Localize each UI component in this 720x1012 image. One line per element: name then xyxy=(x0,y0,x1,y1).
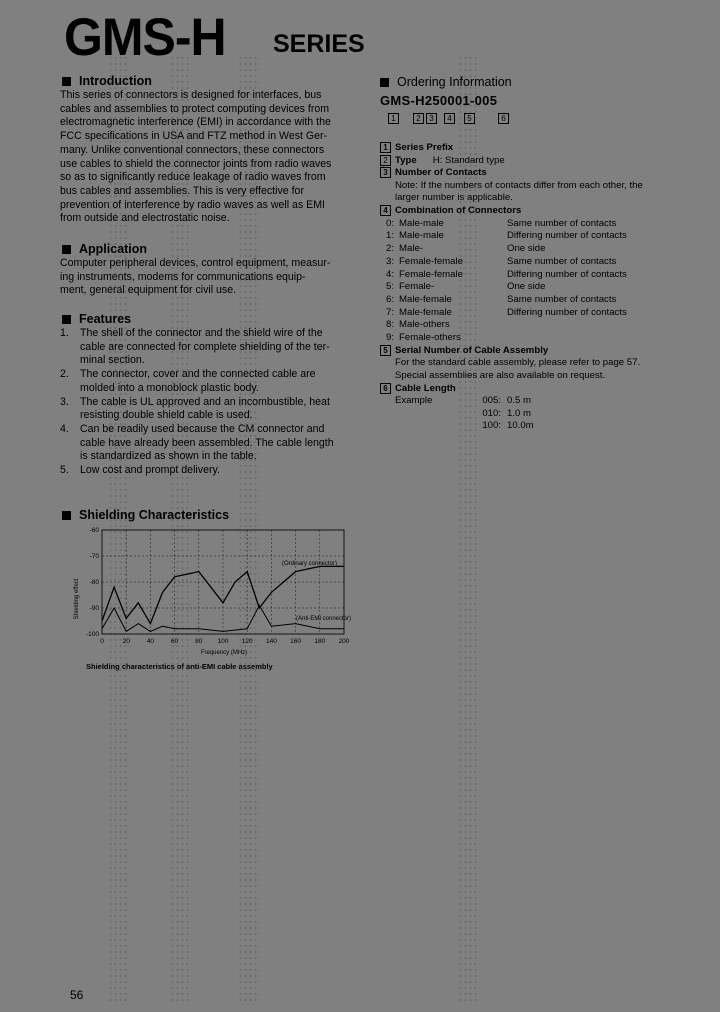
marker-4: 4 xyxy=(444,113,455,124)
cell: 100: xyxy=(482,420,501,432)
table-row xyxy=(380,332,680,345)
text-line: is standardized as shown in the table. xyxy=(80,450,257,463)
text-line: Low cost and prompt delivery. xyxy=(80,464,220,477)
length-table xyxy=(380,395,680,433)
contacts-row xyxy=(380,167,680,180)
bullet-square-icon xyxy=(62,77,71,86)
text-line: use cables to shield the connector joints from radio waves xyxy=(60,157,332,170)
table-row xyxy=(395,395,680,408)
cell: 0: xyxy=(385,217,394,229)
cell: 8: xyxy=(385,319,394,331)
introduction-heading xyxy=(62,74,152,88)
cell: One side xyxy=(507,243,546,255)
cell: Male-male xyxy=(399,230,444,242)
code-markers xyxy=(388,113,528,127)
cell: Same number of contacts xyxy=(507,217,617,229)
ordering-heading xyxy=(380,75,512,89)
text-line: This series of connectors is designed for interfaces, bus xyxy=(60,89,322,101)
series-prefix-row xyxy=(380,142,680,155)
contacts-label: Number of Contacts xyxy=(395,167,487,179)
cell: Same number of contacts xyxy=(507,255,617,267)
cell: 0.5 m xyxy=(507,395,531,407)
y-tick-label: -60 xyxy=(89,527,99,534)
text-line: so as to significantly reduce leakage of radio waves from xyxy=(60,171,326,184)
combination-row xyxy=(380,205,680,218)
cell: Male-male xyxy=(399,217,444,229)
cell: 1.0 m xyxy=(507,407,531,419)
list-item xyxy=(60,396,351,423)
shielding-heading-text: Shielding Characteristics xyxy=(79,508,230,522)
type-label: Type xyxy=(395,154,417,166)
cell: Differing number of contacts xyxy=(507,268,627,280)
text-line: Can be readily used because the CM connector and xyxy=(80,422,325,435)
combination-label: Combination of Connectors xyxy=(395,205,522,217)
text-line: many. Unlike conventional connectors, these connectors xyxy=(60,143,325,156)
cell: 6: xyxy=(385,293,394,305)
x-tick-label: 180 xyxy=(314,638,326,645)
length-row xyxy=(380,383,680,396)
list-item xyxy=(60,464,351,478)
features-heading xyxy=(62,312,131,326)
bullet-square-icon xyxy=(62,315,71,324)
table-row xyxy=(395,408,680,421)
text-line: The shell of the connector and the shield wire of the xyxy=(80,327,323,339)
cell: 005: xyxy=(482,395,501,407)
y-tick-label: -90 xyxy=(89,605,99,612)
text-line: Computer peripheral devices, control equipment, measur- xyxy=(60,257,331,269)
length-label: Cable Length xyxy=(395,382,456,394)
text-line: The cable is UL approved and an incombustible, heat xyxy=(80,395,330,408)
cell: 1: xyxy=(385,230,394,242)
chart-ylabel: Shielding effect xyxy=(74,578,80,620)
cell: Differing number of contacts xyxy=(507,306,627,318)
y-tick-label: -80 xyxy=(89,579,99,586)
features-list xyxy=(60,327,351,478)
list-number: 2. xyxy=(60,368,69,381)
x-tick-label: 0 xyxy=(100,638,104,645)
cell: Female-female xyxy=(399,255,463,267)
text-line: molded into a monoblock plastic body. xyxy=(80,381,259,394)
cell: One side xyxy=(507,281,546,293)
marker-5: 5 xyxy=(464,113,475,124)
shielding-chart xyxy=(60,524,360,684)
text-line: cable are connected for complete shielding of the ter- xyxy=(80,340,330,353)
number-box: 4 xyxy=(380,205,391,216)
combination-table xyxy=(380,218,680,345)
contacts-note: larger number is applicable. xyxy=(395,192,513,204)
cell: Female-others xyxy=(399,332,461,344)
serial-row xyxy=(380,345,680,358)
features-heading-text: Features xyxy=(79,312,132,326)
ordering-details xyxy=(380,142,680,433)
table-row xyxy=(380,256,680,269)
y-tick-label: -100 xyxy=(85,631,99,638)
cell: Female- xyxy=(399,281,435,293)
text-line: ment, general equipment for civil use. xyxy=(60,284,237,297)
table-row xyxy=(380,269,680,282)
table-row xyxy=(380,307,680,320)
x-tick-label: 120 xyxy=(241,638,253,645)
cell: Male-female xyxy=(399,293,452,305)
chart-ticks xyxy=(86,527,350,645)
x-tick-label: 100 xyxy=(217,638,229,645)
cell: 2: xyxy=(385,243,394,255)
shielding-heading xyxy=(62,508,229,522)
text-line: minal section. xyxy=(80,354,145,367)
type-value: H: Standard type xyxy=(432,154,505,166)
cell: Male-others xyxy=(399,319,450,331)
table-row xyxy=(380,281,680,294)
chart-caption: Shielding characteristics of anti-EMI cable assembly xyxy=(86,662,273,671)
text-line: FCC specifications in USA and FTZ method in West Ger- xyxy=(60,130,328,143)
cell: Same number of contacts xyxy=(507,293,617,305)
x-tick-label: 200 xyxy=(338,638,350,645)
x-tick-label: 20 xyxy=(122,638,130,645)
cell: 9: xyxy=(385,332,394,344)
list-number: 1. xyxy=(60,327,69,339)
list-item xyxy=(60,368,351,395)
cell: Example xyxy=(395,395,433,407)
number-box: 6 xyxy=(380,383,391,394)
list-number: 3. xyxy=(60,395,69,408)
x-tick-label: 140 xyxy=(265,638,277,645)
application-heading xyxy=(62,242,147,256)
text-line: prevention of interference by radio waves as well as EMI xyxy=(60,198,325,211)
series-prefix-label: Series Prefix xyxy=(395,142,454,154)
marker-1: 1 xyxy=(388,113,399,124)
marker-2: 2 xyxy=(413,113,424,124)
cell: Differing number of contacts xyxy=(507,230,627,242)
bullet-square-icon xyxy=(62,511,71,520)
type-row xyxy=(380,155,680,168)
introduction-heading-text: Introduction xyxy=(79,74,152,88)
page-subtitle: SERIES xyxy=(273,30,365,58)
table-row xyxy=(380,230,680,243)
application-body xyxy=(60,257,351,298)
contacts-note: Note: If the numbers of contacts differ from each other, the xyxy=(395,179,643,191)
marker-3: 3 xyxy=(426,113,437,124)
number-box: 5 xyxy=(380,345,391,356)
list-item xyxy=(60,327,351,368)
application-heading-text: Application xyxy=(79,242,148,256)
series-label-anti-emi: (Anti-EMI connector) xyxy=(296,616,352,622)
cell: Male- xyxy=(399,243,423,255)
x-tick-label: 160 xyxy=(290,638,302,645)
ordering-heading-text: Ordering Information xyxy=(397,75,512,89)
cell xyxy=(395,408,463,421)
x-tick-label: 60 xyxy=(170,638,179,645)
cell: 7: xyxy=(385,306,394,318)
table-row xyxy=(380,319,680,332)
text-line: cables and assemblies to protect computing devices from xyxy=(60,102,330,115)
cell: 5: xyxy=(385,281,394,293)
cell: 4: xyxy=(385,268,394,280)
bullet-square-icon xyxy=(380,78,389,87)
text-line: The connector, cover and the connected cable are xyxy=(80,368,316,381)
bullet-square-icon xyxy=(62,245,71,254)
text-line: cable have already been assembled. The cable length xyxy=(80,436,334,449)
cell: 3: xyxy=(385,255,394,267)
serial-note: For the standard cable assembly, please refer to page 57. xyxy=(395,357,641,369)
table-row xyxy=(380,294,680,307)
serial-label: Serial Number of Cable Assembly xyxy=(395,344,549,356)
serial-note: Special assemblies are also available on request. xyxy=(395,369,606,381)
list-number: 5. xyxy=(60,464,69,477)
list-number: 4. xyxy=(60,422,69,435)
text-line: ing instruments, modems for communications equip- xyxy=(60,270,306,283)
text-line: from outside and electrostatic noise. xyxy=(60,212,230,225)
x-tick-label: 40 xyxy=(146,638,155,645)
ordering-code: GMS-H250001-005 xyxy=(380,93,498,108)
cell xyxy=(395,420,463,433)
text-line: electromagnetic interference (EMI) in accordance with the xyxy=(60,116,331,129)
chart-xlabel: Frequency (MHz) xyxy=(200,650,248,656)
number-box: 2 xyxy=(380,155,391,166)
cell: Male-female xyxy=(399,306,452,318)
number-box: 1 xyxy=(380,142,391,153)
introduction-body xyxy=(60,89,351,226)
table-row xyxy=(395,420,680,433)
cell: 10.0m xyxy=(507,420,534,432)
page-title: GMS-H xyxy=(64,7,226,67)
cell: 010: xyxy=(482,407,501,419)
cell: Female-female xyxy=(399,268,463,280)
text-line: bus cables and assemblies. This is very effective for xyxy=(60,184,304,197)
marker-6: 6 xyxy=(498,113,509,124)
x-tick-label: 80 xyxy=(195,638,203,645)
number-box: 3 xyxy=(380,167,391,178)
text-line: resisting double shield cable is used. xyxy=(80,409,253,422)
list-item xyxy=(60,423,351,464)
y-tick-label: -70 xyxy=(89,553,99,560)
page-number: 56 xyxy=(70,988,84,1002)
series-label-ordinary: (Ordinary connector) xyxy=(282,561,338,567)
table-row xyxy=(380,218,680,231)
table-row xyxy=(380,243,680,256)
